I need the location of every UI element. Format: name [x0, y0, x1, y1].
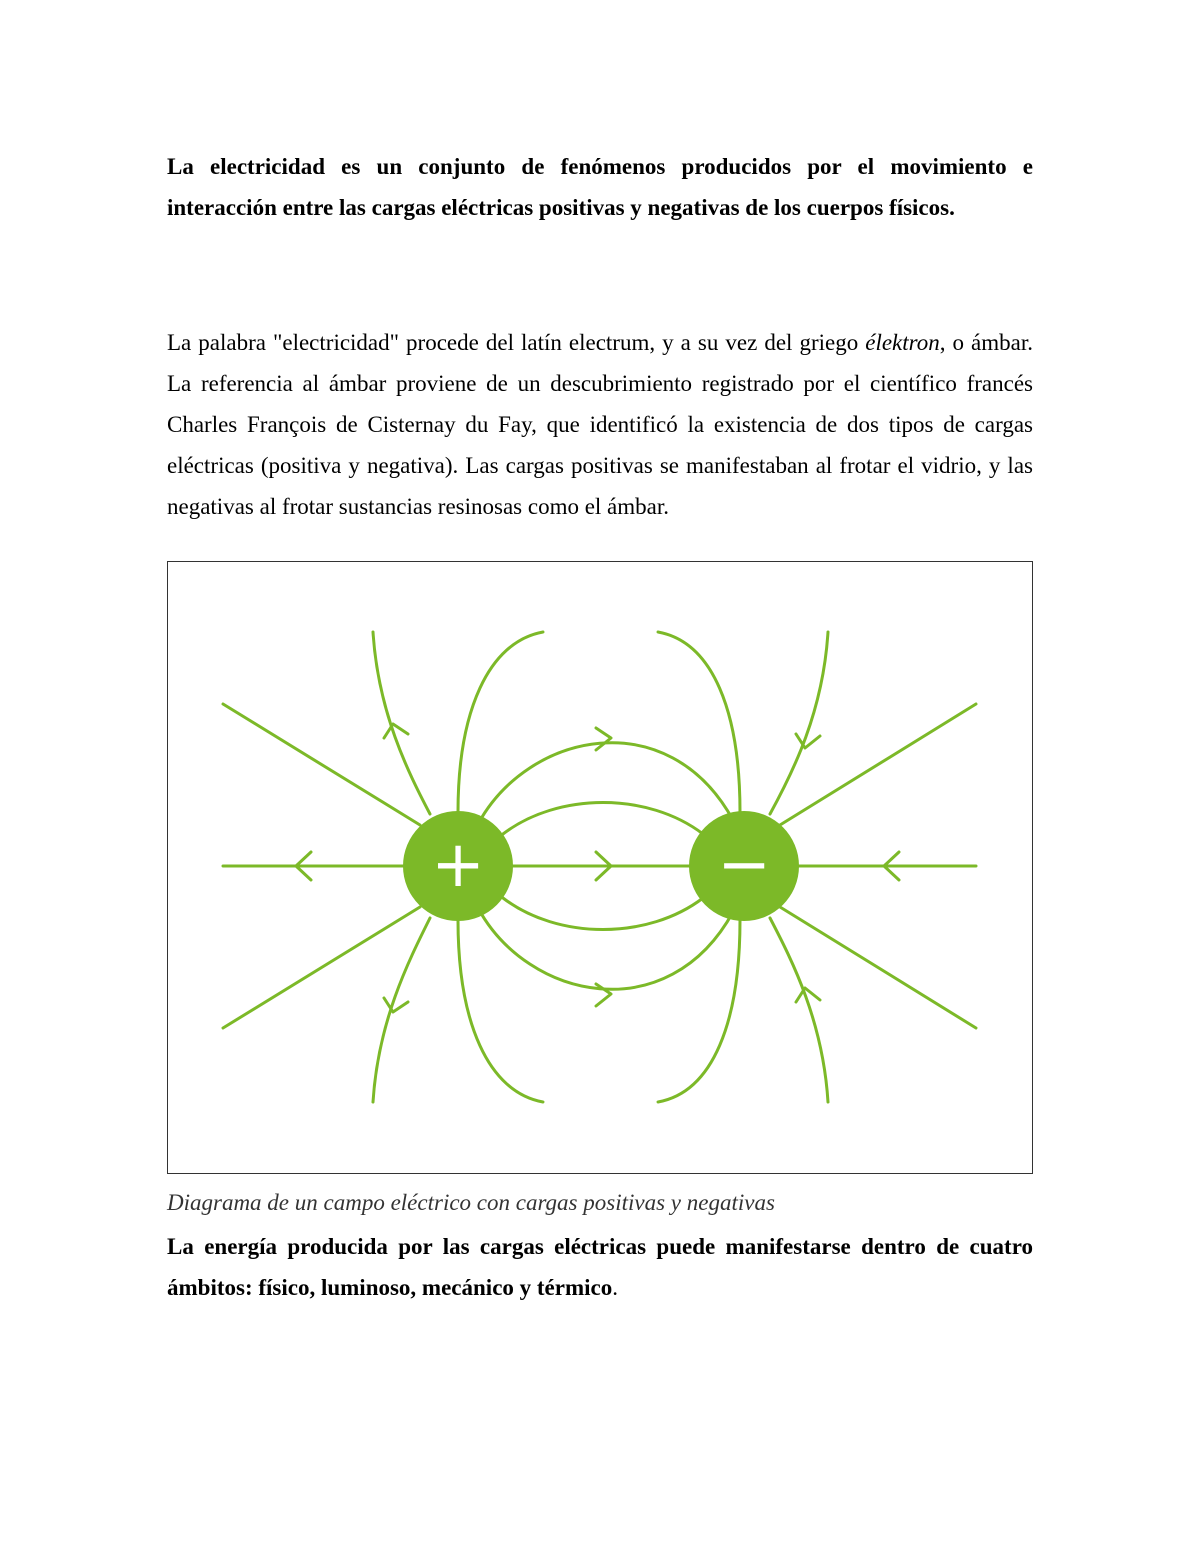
history-text-part2: , o ámbar. La referencia al ámbar proviene de un descubrimiento registrado por el científico francés Charles François de Cisternay du Fay, que identificó la existencia de dos tipos de cargas eléctricas (positiva y negativa). Las cargas positivas se manifestaban al frotar el vidrio, y las negativas al frotar sustancias resinosas como el ámbar. [167, 330, 1034, 519]
closing-bold-text: La energía producida por las cargas eléctricas puede manifestarse dentro de cuatro ámbitos: físico, luminoso, mecánico y térmico [167, 1234, 1033, 1300]
field-line-shallow-lower-arc [503, 898, 703, 930]
closing-paragraph [167, 1226, 1033, 1308]
field-line-shallow-upper-arc [503, 803, 703, 835]
field-line-outer-upper-loop [458, 632, 543, 812]
electric-field-svg [168, 562, 1032, 1173]
negative-charge-symbol: − [717, 828, 771, 902]
field-line-inner-lower-arc [478, 908, 733, 989]
field-line-outer-upper-loop-right [658, 632, 740, 812]
field-line-arrow [796, 734, 820, 748]
field-line-arrow [596, 728, 611, 750]
history-italic-word: élektron [865, 330, 940, 355]
field-line-inner-upper-arc [478, 743, 733, 824]
history-paragraph [167, 322, 1033, 527]
field-lines [223, 632, 976, 1102]
field-line-right-upper-curve [770, 632, 828, 814]
field-line-right-lower-curve [770, 918, 828, 1102]
field-line-left-upper-curve [373, 632, 430, 814]
field-line-outer-lower-loop-right [658, 920, 740, 1102]
electric-field-diagram [167, 561, 1033, 1174]
field-line-outer-lower-loop [458, 920, 543, 1102]
field-line-arrow [384, 998, 408, 1012]
history-text-part1: La palabra "electricidad" procede del latín electrum, y a su vez del griego [167, 330, 866, 355]
intro-paragraph: La electricidad es un conjunto de fenómenos producidos por el movimiento e interacción entre las cargas eléctricas positivas y negativas de los cuerpos físicos. [167, 154, 1033, 220]
closing-trailing: . [612, 1275, 618, 1300]
positive-charge-symbol: + [431, 828, 485, 902]
field-line-left-lower-curve [373, 918, 430, 1102]
figure-caption: Diagrama de un campo eléctrico con cargas positivas y negativas [167, 1190, 775, 1215]
field-line-arrow [596, 984, 611, 1006]
